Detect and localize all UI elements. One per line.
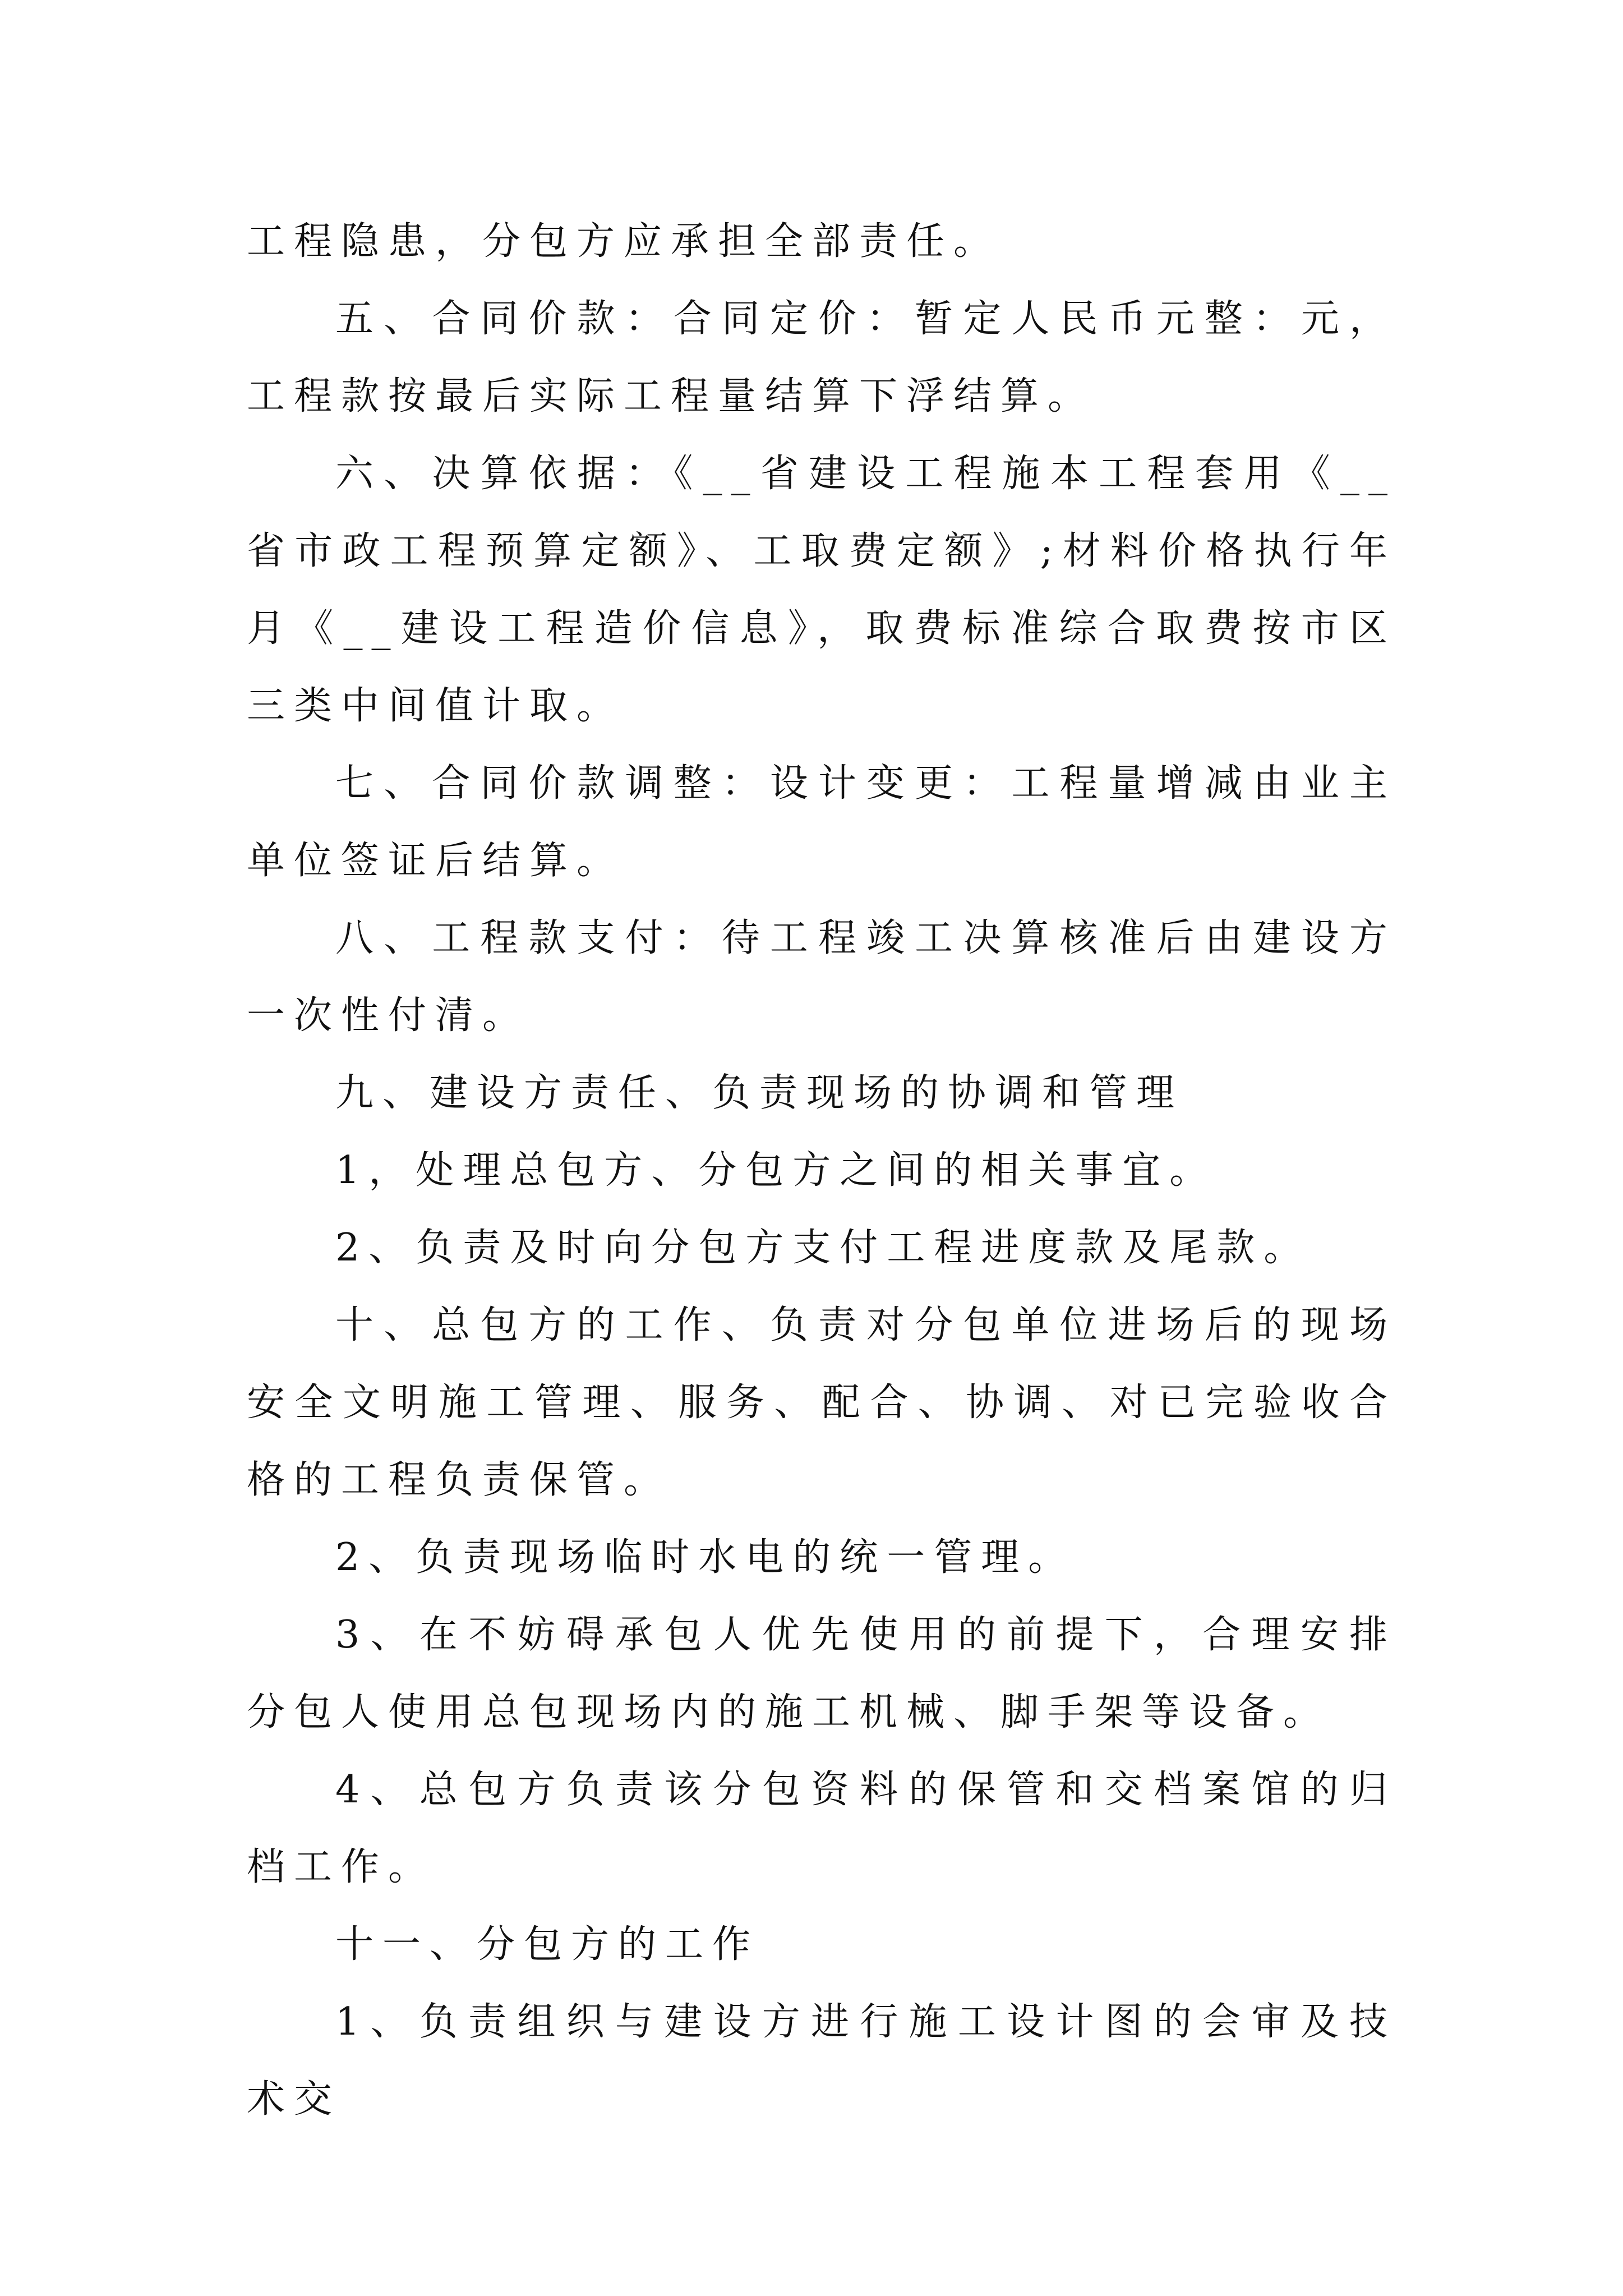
list-item-owner-duty-2: 2、负责及时向分包方支付工程进度款及尾款。	[335, 1226, 1311, 1270]
paragraph-contract-price: 五、合同价款：合同定价：暂定人民币元整：元，工程款按最后实际工程量结算下浮结算。	[247, 297, 1396, 418]
list-item-sub-duty-1: 1、负责组织与建设方进行施工设计图的会审及技术交	[247, 2000, 1396, 2122]
list-item-gc-duty-2: 2、负责现场临时水电的统一管理。	[335, 1535, 1076, 1580]
paragraph-payment: 八、工程款支付：待工程竣工决算核准后由建设方一次性付清。	[247, 916, 1396, 1038]
paragraph-settlement-basis: 六、决算依据：《__省建设工程施本工程套用《__省市政工程预算定额》、工取费定额》;材料价格执行年月《__建设工程造价信息》，取费标准综合取费按市区三类中间值计取。	[247, 452, 1396, 728]
list-item-gc-duty-3: 3、在不妨碍承包人优先使用的前提下，合理安排分包人使用总包现场内的施工机械、脚手架等设备。	[247, 1613, 1396, 1734]
paragraph-liability-continuation: 工程隐患，分包方应承担全部责任。	[247, 219, 1001, 264]
paragraph-owner-duties: 九、建设方责任、负责现场的协调和管理	[335, 1071, 1184, 1115]
paragraph-subcontractor-work: 十一、分包方的工作	[335, 1922, 760, 1967]
paragraph-general-contractor-work: 十、总包方的工作、负责对分包单位进场后的现场安全文明施工管理、服务、配合、协调、对已完验收合格的工程负责保管。	[247, 1303, 1396, 1502]
list-item-gc-duty-4: 4、总包方负责该分包资料的保管和交档案馆的归档工作。	[247, 1768, 1396, 1889]
list-item-owner-duty-1: 1，处理总包方、分包方之间的相关事宜。	[335, 1148, 1217, 1193]
paragraph-price-adjustment: 七、合同价款调整：设计变更：工程量增减由业主单位签证后结算。	[247, 761, 1396, 883]
document-body	[247, 203, 1396, 2138]
